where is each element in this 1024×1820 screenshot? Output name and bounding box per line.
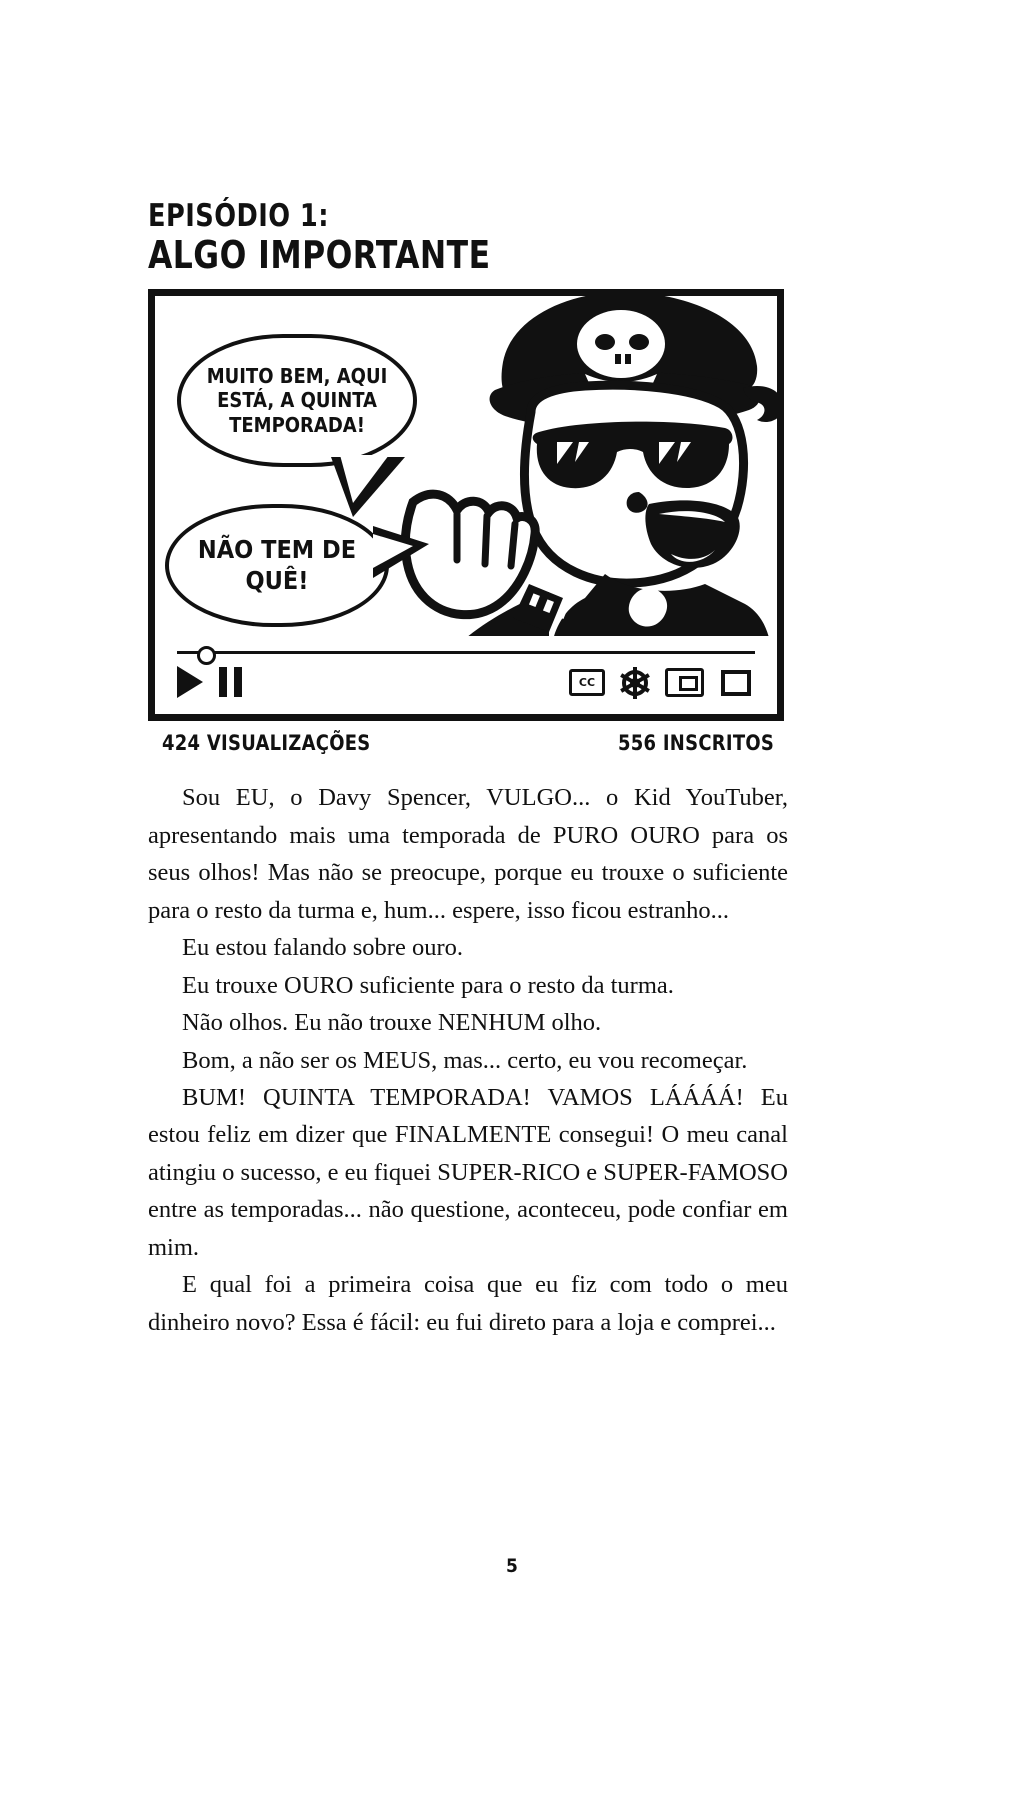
play-icon[interactable] [177,666,203,698]
page-title [148,200,737,275]
paragraph: E qual foi a primeira coisa que eu fiz com todo o meu dinheiro novo? Essa é fácil: eu fui direto para a loja e comprei... [148,1271,788,1336]
speech-bubble-bottom-text: NÃO TEM DE QUÊ! [197,535,357,595]
subscribers-count: 556 INSCRITOS [617,731,774,756]
progress-bar[interactable] [177,646,755,658]
gear-icon[interactable] [622,670,648,696]
paragraph: Eu estou falando sobre ouro. [182,934,463,962]
pause-icon[interactable] [219,667,242,697]
progress-track [177,651,755,654]
speech-bubble-bottom-tail [373,526,429,578]
speech-bubble-top [177,334,417,467]
fullscreen-icon[interactable] [721,670,751,696]
panel-artwork [155,296,777,714]
page-number: 5 [506,1555,518,1577]
paragraph: Bom, a não ser os MEUS, mas... certo, eu vou recomeçar. [182,1046,748,1074]
page-content [148,200,788,1341]
video-player-controls [155,636,777,714]
episode-label: EPISÓDIO 1: [148,198,329,234]
player-right-controls [569,668,751,697]
paragraph: Não olhos. Eu não trouxe NENHUM olho. [182,1009,602,1037]
paragraph: BUM! QUINTA TEMPORADA! VAMOS LÁÁÁÁ! Eu estou feliz em dizer que FINALMENTE consegui! O meu canal atingiu o sucesso, e eu fiquei SUPER-RICO e SUPER-FAMOSO entre as temporadas... não questione, aconteceu, pode confiar em mim. [148,1084,788,1261]
views-count: 424 VISUALIZAÇÕES [162,731,371,756]
playback-controls [177,666,242,698]
character-illustration [353,296,777,672]
video-stats [148,731,788,755]
episode-name: ALGO IMPORTANTE [148,232,491,277]
progress-knob[interactable] [197,646,216,665]
miniplayer-icon[interactable] [665,668,704,697]
paragraph: Sou EU, o Davy Spencer, VULGO... o Kid YouTuber, apresentando mais uma temporada de PURO OURO para os seus olhos! Mas não se preocupe, porque eu trouxe o suficiente para o resto da turma e, hum... espere, isso ficou estranho... [148,784,788,924]
speech-bubble-top-tail [331,457,405,517]
speech-bubble-top-text: MUITO BEM, AQUI ESTÁ, A QUINTA TEMPORADA! [206,364,388,437]
body-text [148,779,788,1341]
comic-video-panel [148,289,784,721]
paragraph: Eu trouxe OURO suficiente para o resto da turma. [182,971,674,999]
closed-captions-icon[interactable]: CC [569,669,605,696]
speech-bubble-bottom [165,504,389,627]
